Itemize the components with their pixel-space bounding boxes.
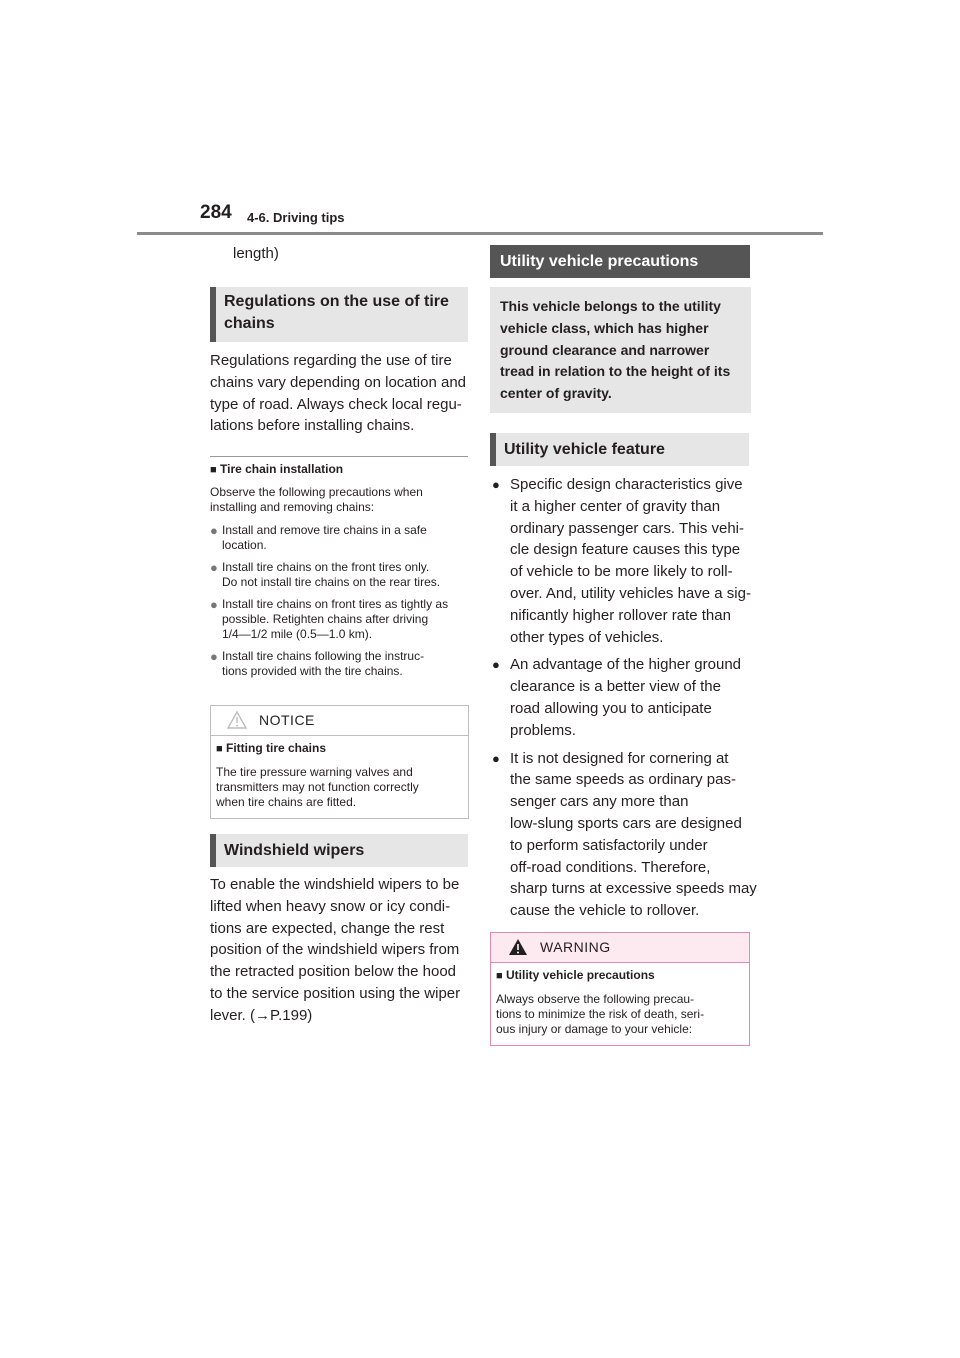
list-item (492, 748, 757, 922)
intro-line: installing and removing chains: (210, 500, 375, 514)
list-item-line: off-road conditions. Therefore, (510, 858, 711, 876)
paragraph-line: position of the windshield wipers from (210, 941, 460, 959)
list-item-line: Do not install tire chains on the rear tires. (222, 575, 441, 589)
list-item-line: cle design feature causes this type (510, 541, 741, 559)
paragraph-line: To enable the windshield wipers to be (210, 876, 460, 893)
info-line: ground clearance and narrower (500, 341, 710, 358)
sub-heading-text: Tire chain installation (220, 462, 344, 476)
bullet-icon: ● (210, 560, 218, 575)
notice-label: NOTICE (259, 712, 315, 728)
warning-triangle-icon (508, 938, 528, 956)
tire-chains-heading-line2: chains (224, 315, 275, 332)
warning-heading-text: Utility vehicle precautions (506, 968, 655, 982)
list-item-line: sharp turns at excessive speeds may (510, 880, 757, 898)
tire-chains-paragraph (210, 350, 472, 437)
wipers-heading: Windshield wipers (210, 834, 468, 867)
list-item (210, 560, 472, 590)
notice-header (211, 706, 468, 736)
warning-line: ous injury or damage to your vehicle: (496, 1022, 693, 1036)
list-item-line: nificantly higher rollover rate than (510, 606, 731, 624)
continuation-text: length) (233, 245, 279, 262)
installation-bullets (210, 523, 472, 686)
list-item-line: to perform satisfactorily under (510, 836, 708, 854)
paragraph-line (210, 1005, 475, 1027)
paragraph-line: the retracted position below the hood (210, 963, 456, 981)
list-item-line: location. (222, 538, 267, 552)
page-reference-link[interactable]: P.199) (270, 1006, 313, 1024)
bullet-icon: ● (210, 649, 218, 664)
warning-box (490, 932, 750, 1046)
wipers-paragraph (210, 874, 475, 1027)
paragraph-line: tions are expected, change the rest (210, 919, 445, 937)
square-bullet-icon: ■ (210, 464, 217, 476)
list-item-line: Install and remove tire chains in a safe (222, 523, 427, 537)
tire-chains-heading (210, 287, 468, 342)
bullet-icon: ● (210, 597, 218, 612)
notice-heading-text: Fitting tire chains (226, 741, 327, 755)
notice-body (211, 736, 468, 815)
bullet-icon: ● (492, 477, 500, 492)
utility-info-box (490, 287, 751, 413)
list-item-line: It is not designed for cornering at (510, 749, 729, 767)
paragraph-line: to the service position using the wiper (210, 984, 461, 1002)
utility-feature-heading: Utility vehicle feature (490, 433, 749, 466)
list-item-line: clearance is a better view of the (510, 678, 721, 696)
list-item-line: road allowing you to anticipate (510, 699, 712, 717)
paragraph-line: Regulations regarding the use of tire (210, 352, 452, 369)
list-item-line: possible. Retighten chains after driving (222, 612, 429, 626)
square-bullet-icon: ■ (496, 970, 503, 982)
list-item-line: other types of vehicles. (510, 628, 664, 646)
list-item-line: problems. (510, 721, 576, 739)
notice-line: The tire pressure warning valves and (216, 765, 413, 779)
list-item (210, 597, 472, 642)
tire-chains-heading-line1: Regulations on the use of tire (224, 293, 449, 310)
info-line: center of gravity. (500, 385, 612, 402)
bullet-icon: ● (492, 750, 500, 766)
info-line: This vehicle belongs to the utility (500, 298, 721, 314)
notice-line: transmitters may not function correctly (216, 780, 419, 794)
notice-line: when tire chains are fitted. (216, 795, 357, 809)
info-line: tread in relation to the height of its (500, 363, 731, 380)
info-line: vehicle class, which has higher (500, 319, 709, 336)
list-item-line: senger cars any more than (510, 793, 689, 811)
section-title: 4-6. Driving tips (247, 210, 345, 225)
intro-line: Observe the following precautions when (210, 485, 423, 499)
list-item-line: An advantage of the higher ground (510, 656, 742, 674)
list-item (210, 649, 472, 679)
utility-precautions-heading: Utility vehicle precautions (490, 245, 750, 278)
paragraph-line: lifted when heavy snow or icy condi- (210, 897, 451, 915)
list-item-line: Install tire chains on the front tires only. (222, 560, 430, 574)
paragraph-line: chains vary depending on location and (210, 373, 467, 391)
list-item-line: the same speeds as ordinary pas- (510, 771, 736, 789)
list-item (492, 654, 757, 741)
arrow-right-icon: → (255, 1006, 271, 1024)
list-item-line: it a higher center of gravity than (510, 497, 721, 515)
header-rule (137, 232, 823, 235)
caution-triangle-icon (227, 711, 247, 729)
bullet-icon: ● (210, 523, 218, 538)
tire-chain-installation-heading (210, 462, 343, 476)
list-item-line: over. And, utility vehicles have a sig- (510, 584, 751, 602)
list-item-line: Install tire chains on front tires as tightly as (222, 597, 449, 611)
list-item-line: Specific design characteristics give (510, 476, 743, 493)
list-item (210, 523, 472, 553)
warning-line: Always observe the following precau- (496, 992, 695, 1006)
list-item-line: Install tire chains following the instruc- (222, 649, 425, 663)
subsection-rule (210, 456, 468, 457)
paragraph-line: lations before installing chains. (210, 417, 415, 435)
list-item-line: ordinary passenger cars. This vehi- (510, 519, 744, 537)
installation-intro (210, 485, 472, 515)
paragraph-line: type of road. Always check local regu- (210, 395, 462, 413)
warning-line: tions to minimize the risk of death, seri- (496, 1007, 705, 1021)
feature-bullets (492, 474, 757, 928)
notice-box (210, 705, 469, 819)
list-item-line: cause the vehicle to rollover. (510, 902, 700, 920)
list-item-line: of vehicle to be more likely to roll- (510, 563, 733, 581)
warning-body (491, 963, 749, 1042)
list-item-line: 1/4—1/2 mile (0.5—1.0 km). (222, 627, 373, 641)
notice-heading (216, 741, 463, 757)
list-item-line: low-slung sports cars are designed (510, 814, 742, 832)
bullet-icon: ● (492, 657, 500, 673)
warning-label: WARNING (540, 939, 611, 955)
warning-heading (496, 968, 744, 984)
last-line-start: lever. ( (210, 1006, 256, 1024)
square-bullet-icon: ■ (216, 743, 223, 755)
list-item (492, 474, 757, 648)
page-number: 284 (200, 202, 232, 223)
list-item-line: tions provided with the tire chains. (222, 664, 403, 678)
warning-header (491, 933, 749, 963)
